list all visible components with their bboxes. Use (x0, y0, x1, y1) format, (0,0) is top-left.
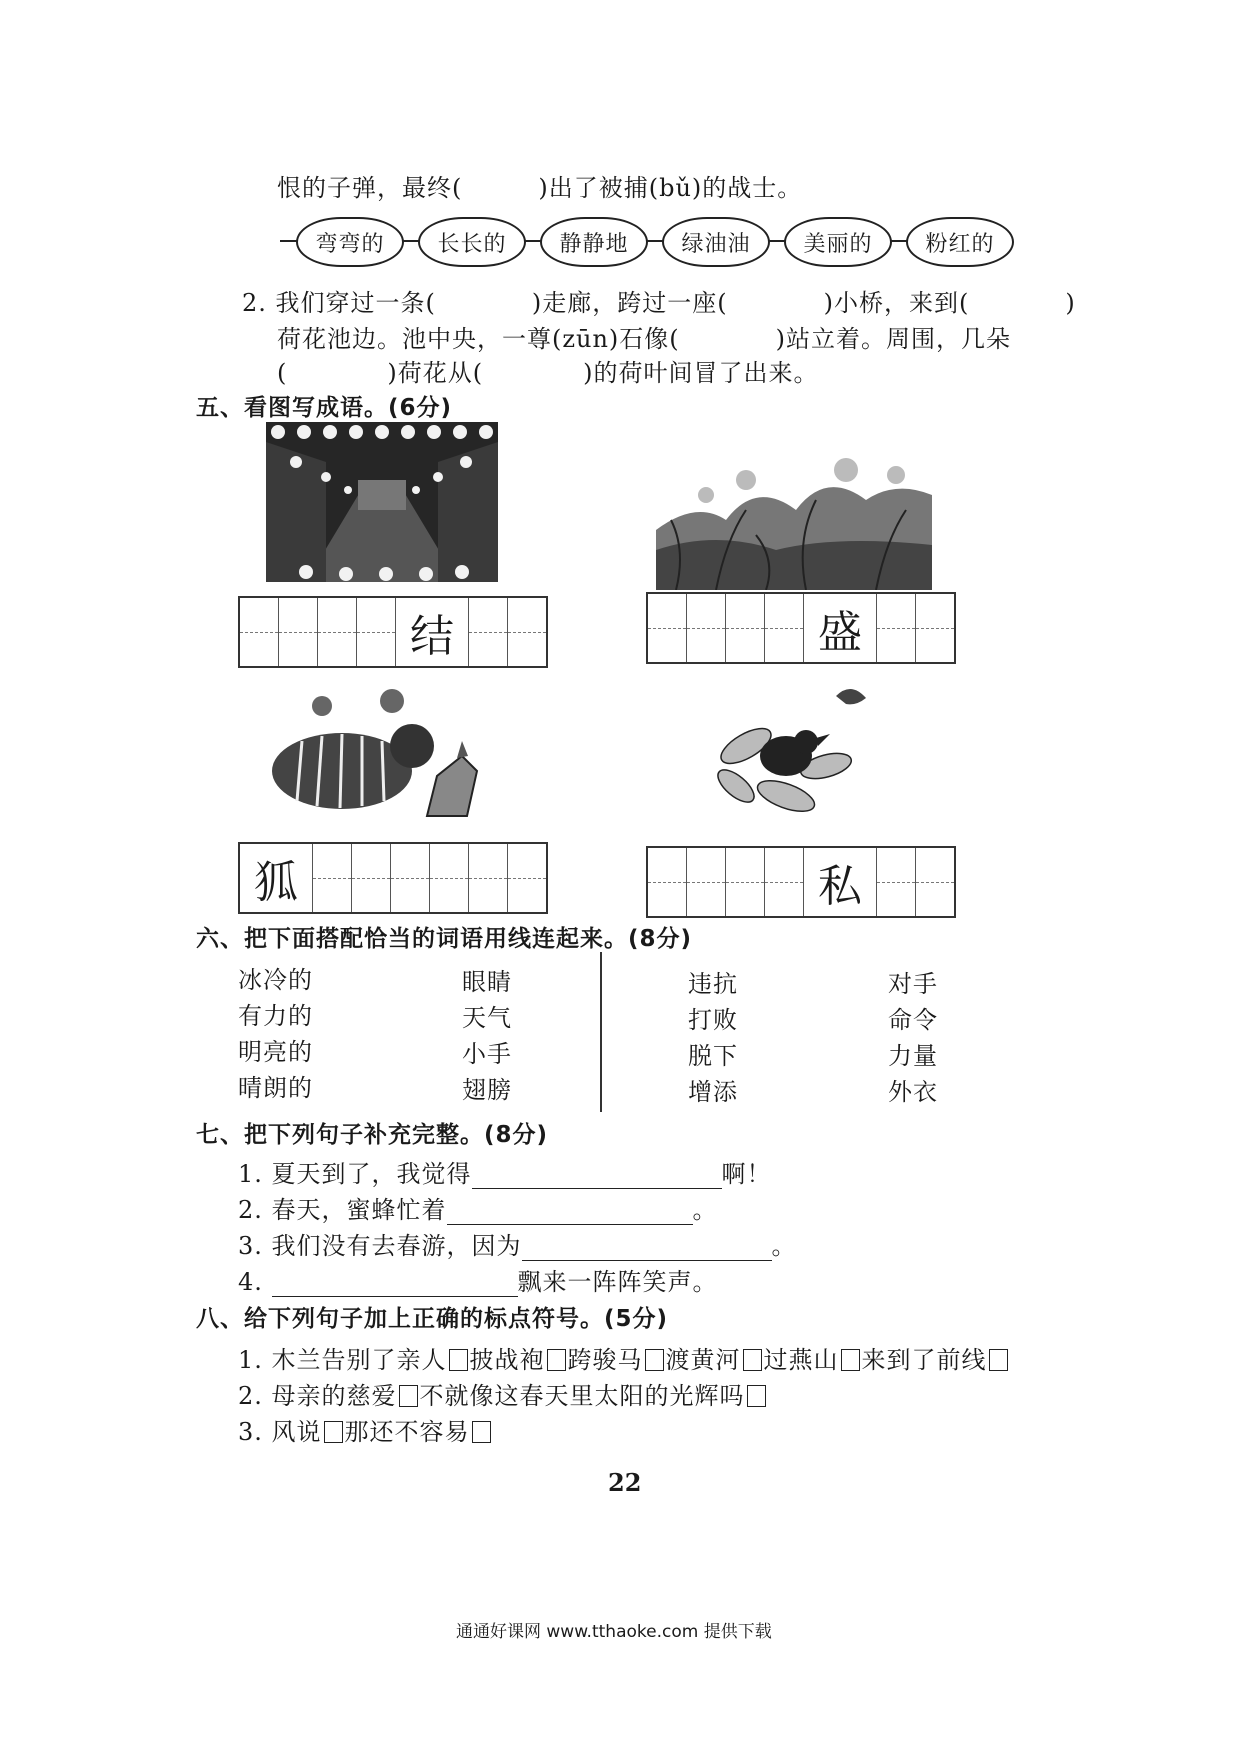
q7-item-after: 飘来一阵阵笑声。 (517, 1268, 718, 1296)
q8-text: 那还不容易 (344, 1418, 470, 1446)
idiom-cell[interactable] (726, 594, 765, 662)
q8-text: 母亲的慈爱 (271, 1382, 397, 1410)
punctuation-box[interactable] (747, 1385, 766, 1407)
q6-col3-word[interactable]: 打败 (688, 1006, 738, 1034)
q6-col1-word[interactable]: 有力的 (238, 1002, 313, 1030)
q8-item-num: 3. (238, 1418, 263, 1446)
idiom-cell[interactable] (313, 844, 352, 912)
flower-garden-picture (656, 440, 932, 590)
q8-item-num: 2. (238, 1382, 263, 1410)
idiom-cell[interactable] (430, 844, 469, 912)
word-leaf-1: 弯弯的 (296, 217, 404, 267)
word-leaf-2: 长长的 (418, 217, 526, 267)
idiom-cell[interactable] (877, 848, 916, 916)
q6-col1-word[interactable]: 晴朗的 (238, 1074, 313, 1102)
q6-col1-word[interactable]: 明亮的 (238, 1038, 313, 1066)
q4-item2-l1a: 我们穿过一条( (275, 289, 436, 317)
q8-text: 风说 (271, 1418, 322, 1446)
answer-blank[interactable] (522, 1234, 772, 1261)
idiom-cell[interactable] (765, 594, 804, 662)
idiom-cell[interactable] (877, 594, 916, 662)
punctuation-box[interactable] (449, 1349, 468, 1371)
q6-heading: 六、把下面搭配恰当的词语用线连起来。(8分) (196, 926, 693, 952)
q8-text: 渡黄河 (665, 1346, 741, 1374)
page-number: 22 (608, 1468, 642, 1497)
q7-item-after: 。 (771, 1232, 797, 1260)
q7-item-4 (238, 1262, 718, 1297)
idiom-cell[interactable] (687, 848, 726, 916)
punctuation-box[interactable] (989, 1349, 1008, 1371)
q6-col1-word[interactable]: 冰冷的 (238, 966, 313, 994)
q8-text: 跨骏马 (567, 1346, 643, 1374)
idiom-cell[interactable] (916, 848, 954, 916)
q4-item2-l2b: )站立着。周围，几朵 (775, 325, 1012, 353)
q4-line1 (277, 168, 802, 203)
q8-text: 过燕山 (763, 1346, 839, 1374)
q6-col2-word[interactable]: 天气 (462, 1004, 512, 1032)
fox-and-tiger-picture (262, 686, 488, 826)
answer-blank[interactable] (272, 1270, 518, 1297)
q4-line1-b: )出了被捕(bǔ)的战士。 (538, 174, 803, 202)
q8-text: 披战袍 (469, 1346, 545, 1374)
punctuation-box[interactable] (324, 1421, 343, 1443)
q6-col4-word[interactable]: 对手 (888, 970, 938, 998)
q6-col2-word[interactable]: 眼睛 (462, 968, 512, 996)
q6-col3-word[interactable]: 脱下 (688, 1042, 738, 1070)
punctuation-box[interactable] (645, 1349, 664, 1371)
idiom-cell[interactable] (687, 594, 726, 662)
idiom-cell[interactable] (469, 844, 508, 912)
q4-item2-l1d: ) (1065, 289, 1076, 317)
idiom-cell[interactable] (279, 598, 318, 666)
q4-item2-l3c: )的荷叶间冒了出来。 (583, 359, 819, 387)
q4-item2-line3 (277, 353, 818, 388)
idiom-cell[interactable] (240, 598, 279, 666)
idiom-cell[interactable] (469, 598, 508, 666)
idiom-grid-2 (646, 592, 956, 664)
q7-item-before: 夏天到了，我觉得 (271, 1160, 472, 1188)
q7-item-3 (238, 1226, 797, 1261)
idiom-grid-1 (238, 596, 548, 668)
idiom-given-char: 私 (804, 848, 877, 916)
q4-item2-l3a: ( (277, 359, 288, 387)
idiom-cell[interactable] (508, 598, 546, 666)
answer-blank[interactable] (447, 1198, 693, 1225)
q4-line1-a: 恨的子弹，最终( (277, 174, 463, 202)
q8-item-2 (238, 1376, 768, 1411)
q7-item-num: 4. (238, 1268, 263, 1296)
q8-heading: 八、给下列句子加上正确的标点符号。(5分) (196, 1306, 669, 1332)
q6-col3-word[interactable]: 增添 (688, 1078, 738, 1106)
punctuation-box[interactable] (547, 1349, 566, 1371)
footer-credit: 通通好课网 www.tthaoke.com 提供下载 (456, 1622, 772, 1642)
q7-item-2 (238, 1190, 718, 1225)
q8-item-3 (238, 1412, 493, 1447)
punctuation-box[interactable] (472, 1421, 491, 1443)
q8-text: 不就像这春天里太阳的光辉吗 (419, 1382, 745, 1410)
word-leaf-6: 粉红的 (906, 217, 1014, 267)
punctuation-box[interactable] (399, 1385, 418, 1407)
q7-item-num: 2. (238, 1196, 263, 1224)
q7-item-1 (238, 1154, 772, 1189)
answer-blank[interactable] (472, 1162, 722, 1189)
idiom-cell[interactable] (916, 594, 954, 662)
q4-item2-l2a: 荷花池边。池中央，一尊(zūn)石像( (277, 325, 680, 353)
q6-col3-word[interactable]: 违抗 (688, 970, 738, 998)
q7-heading: 七、把下列句子补充完整。(8分) (196, 1122, 549, 1148)
punctuation-box[interactable] (841, 1349, 860, 1371)
q4-item2-l1b: )走廊，跨过一座( (531, 289, 728, 317)
q6-col2-word[interactable]: 小手 (462, 1040, 512, 1068)
q4-item2-num: 2. (242, 289, 267, 317)
q7-item-after: 啊！ (721, 1160, 772, 1188)
q4-item2-line1 (242, 283, 1076, 318)
q7-item-before: 春天，蜜蜂忙着 (271, 1196, 447, 1224)
q8-text: 木兰告别了亲人 (271, 1346, 447, 1374)
word-leaf-4: 绿油油 (662, 217, 770, 267)
q7-item-before: 我们没有去春游，因为 (271, 1232, 522, 1260)
punctuation-box[interactable] (743, 1349, 762, 1371)
q6-col2-word[interactable]: 翅膀 (462, 1076, 512, 1104)
q6-col4-word[interactable]: 命令 (888, 1006, 938, 1034)
idiom-cell[interactable] (391, 844, 430, 912)
idiom-given-char: 狐 (240, 844, 313, 912)
word-leaf-5: 美丽的 (784, 217, 892, 267)
idiom-given-char: 结 (396, 598, 469, 666)
q4-item2-line2 (277, 319, 1011, 354)
q7-item-num: 1. (238, 1160, 263, 1188)
idiom-cell[interactable] (765, 848, 804, 916)
q4-item2-l1c: )小桥，来到( (823, 289, 970, 317)
q4-item2-l3b: )荷花从( (387, 359, 484, 387)
q7-item-num: 3. (238, 1232, 263, 1260)
q6-col4-word[interactable]: 外衣 (888, 1078, 938, 1106)
q6-divider (600, 952, 602, 1112)
idiom-cell[interactable] (726, 848, 765, 916)
word-leaf-3: 静静地 (540, 217, 648, 267)
idiom-given-char: 盛 (804, 594, 877, 662)
idiom-cell[interactable] (648, 594, 687, 662)
q6-col4-word[interactable]: 力量 (888, 1042, 938, 1070)
idiom-cell[interactable] (352, 844, 391, 912)
q8-item-num: 1. (238, 1346, 263, 1374)
idiom-grid-4 (646, 846, 956, 918)
q7-item-after: 。 (692, 1196, 718, 1224)
idiom-cell[interactable] (508, 844, 546, 912)
idiom-cell[interactable] (357, 598, 396, 666)
idiom-cell[interactable] (318, 598, 357, 666)
q8-text: 来到了前线 (861, 1346, 987, 1374)
q5-heading: 五、看图写成语。(6分) (196, 395, 453, 421)
birds-picture (706, 676, 882, 828)
idiom-grid-3 (238, 842, 548, 914)
q8-item-1 (238, 1340, 1010, 1375)
lantern-street-picture (266, 422, 498, 582)
idiom-cell[interactable] (648, 848, 687, 916)
